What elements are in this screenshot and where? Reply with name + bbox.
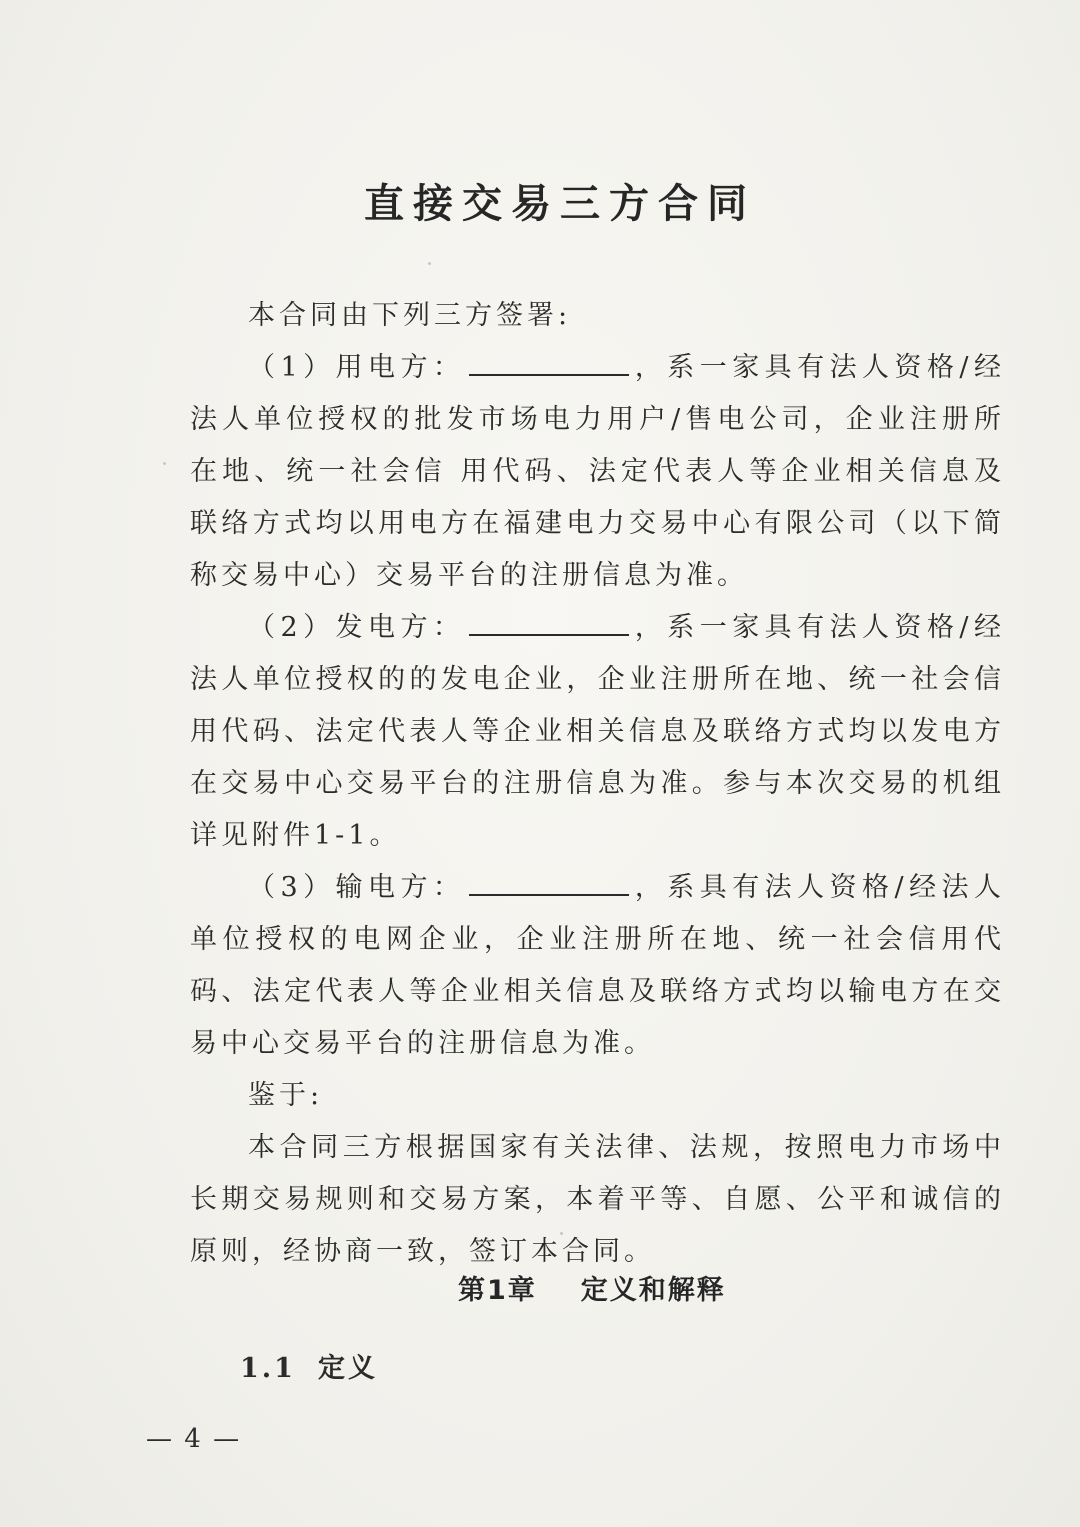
party-3-paragraph: [190, 862, 1005, 1070]
party-2-text: ，系一家具有法人资格/经法人单位授权的的发电企业，企业注册所在地、统一社会信用代码、法定代表人等企业相关信息及联络方式均以发电方在交易中心交易平台的注册信息为准。参与本次交易的机组详见附件1-1。: [190, 612, 1005, 851]
recital-paragraph: 本合同三方根据国家有关法律、法规，按照电力市场中长期交易规则和交易方案，本着平等、自愿、公平和诚信的原则，经协商一致，签订本合同。: [190, 1132, 1005, 1267]
party-3-blank-field: [469, 868, 629, 896]
scan-speck: [163, 462, 166, 465]
document-body: [190, 290, 1005, 1278]
document-title: 直接交易三方合同: [364, 181, 756, 227]
party-2-label: （2）发电方：: [248, 612, 466, 643]
party-1-label: （1）用电方：: [248, 352, 466, 383]
whereas-paragraph: 鉴于:: [248, 1080, 324, 1111]
party-3-label: （3）输电方：: [248, 872, 466, 903]
scan-speck: [428, 262, 431, 265]
party-3-text: ，系具有法人资格/经法人单位授权的电网企业，企业注册所在地、统一社会信用代码、法定代表人等企业相关信息及联络方式均以输电方在交易中心交易平台的注册信息为准。: [190, 872, 1005, 1059]
party-1-paragraph: [190, 342, 1005, 602]
party-1-text: ，系一家具有法人资格/经法人单位授权的批发市场电力用户/售电公司，企业注册所在地、统一社会信 用代码、法定代表人等企业相关信息及联络方式均以用电方在福建电力交易中心有限公司（以下简称交易中心）交易平台的注册信息为准。: [190, 352, 1005, 591]
section-title: 定义: [317, 1353, 378, 1384]
section-number: 1.1: [240, 1353, 296, 1384]
party-1-blank-field: [469, 348, 629, 376]
chapter-number: 第1章: [458, 1275, 537, 1306]
chapter-heading: [458, 1268, 726, 1307]
party-2-paragraph: [190, 602, 1005, 862]
intro-paragraph: 本合同由下列三方签署:: [248, 300, 572, 331]
party-2-blank-field: [469, 608, 629, 636]
page-number: — 4 —: [146, 1424, 242, 1454]
chapter-title: 定义和解释: [580, 1275, 726, 1306]
section-heading: [240, 1346, 378, 1385]
